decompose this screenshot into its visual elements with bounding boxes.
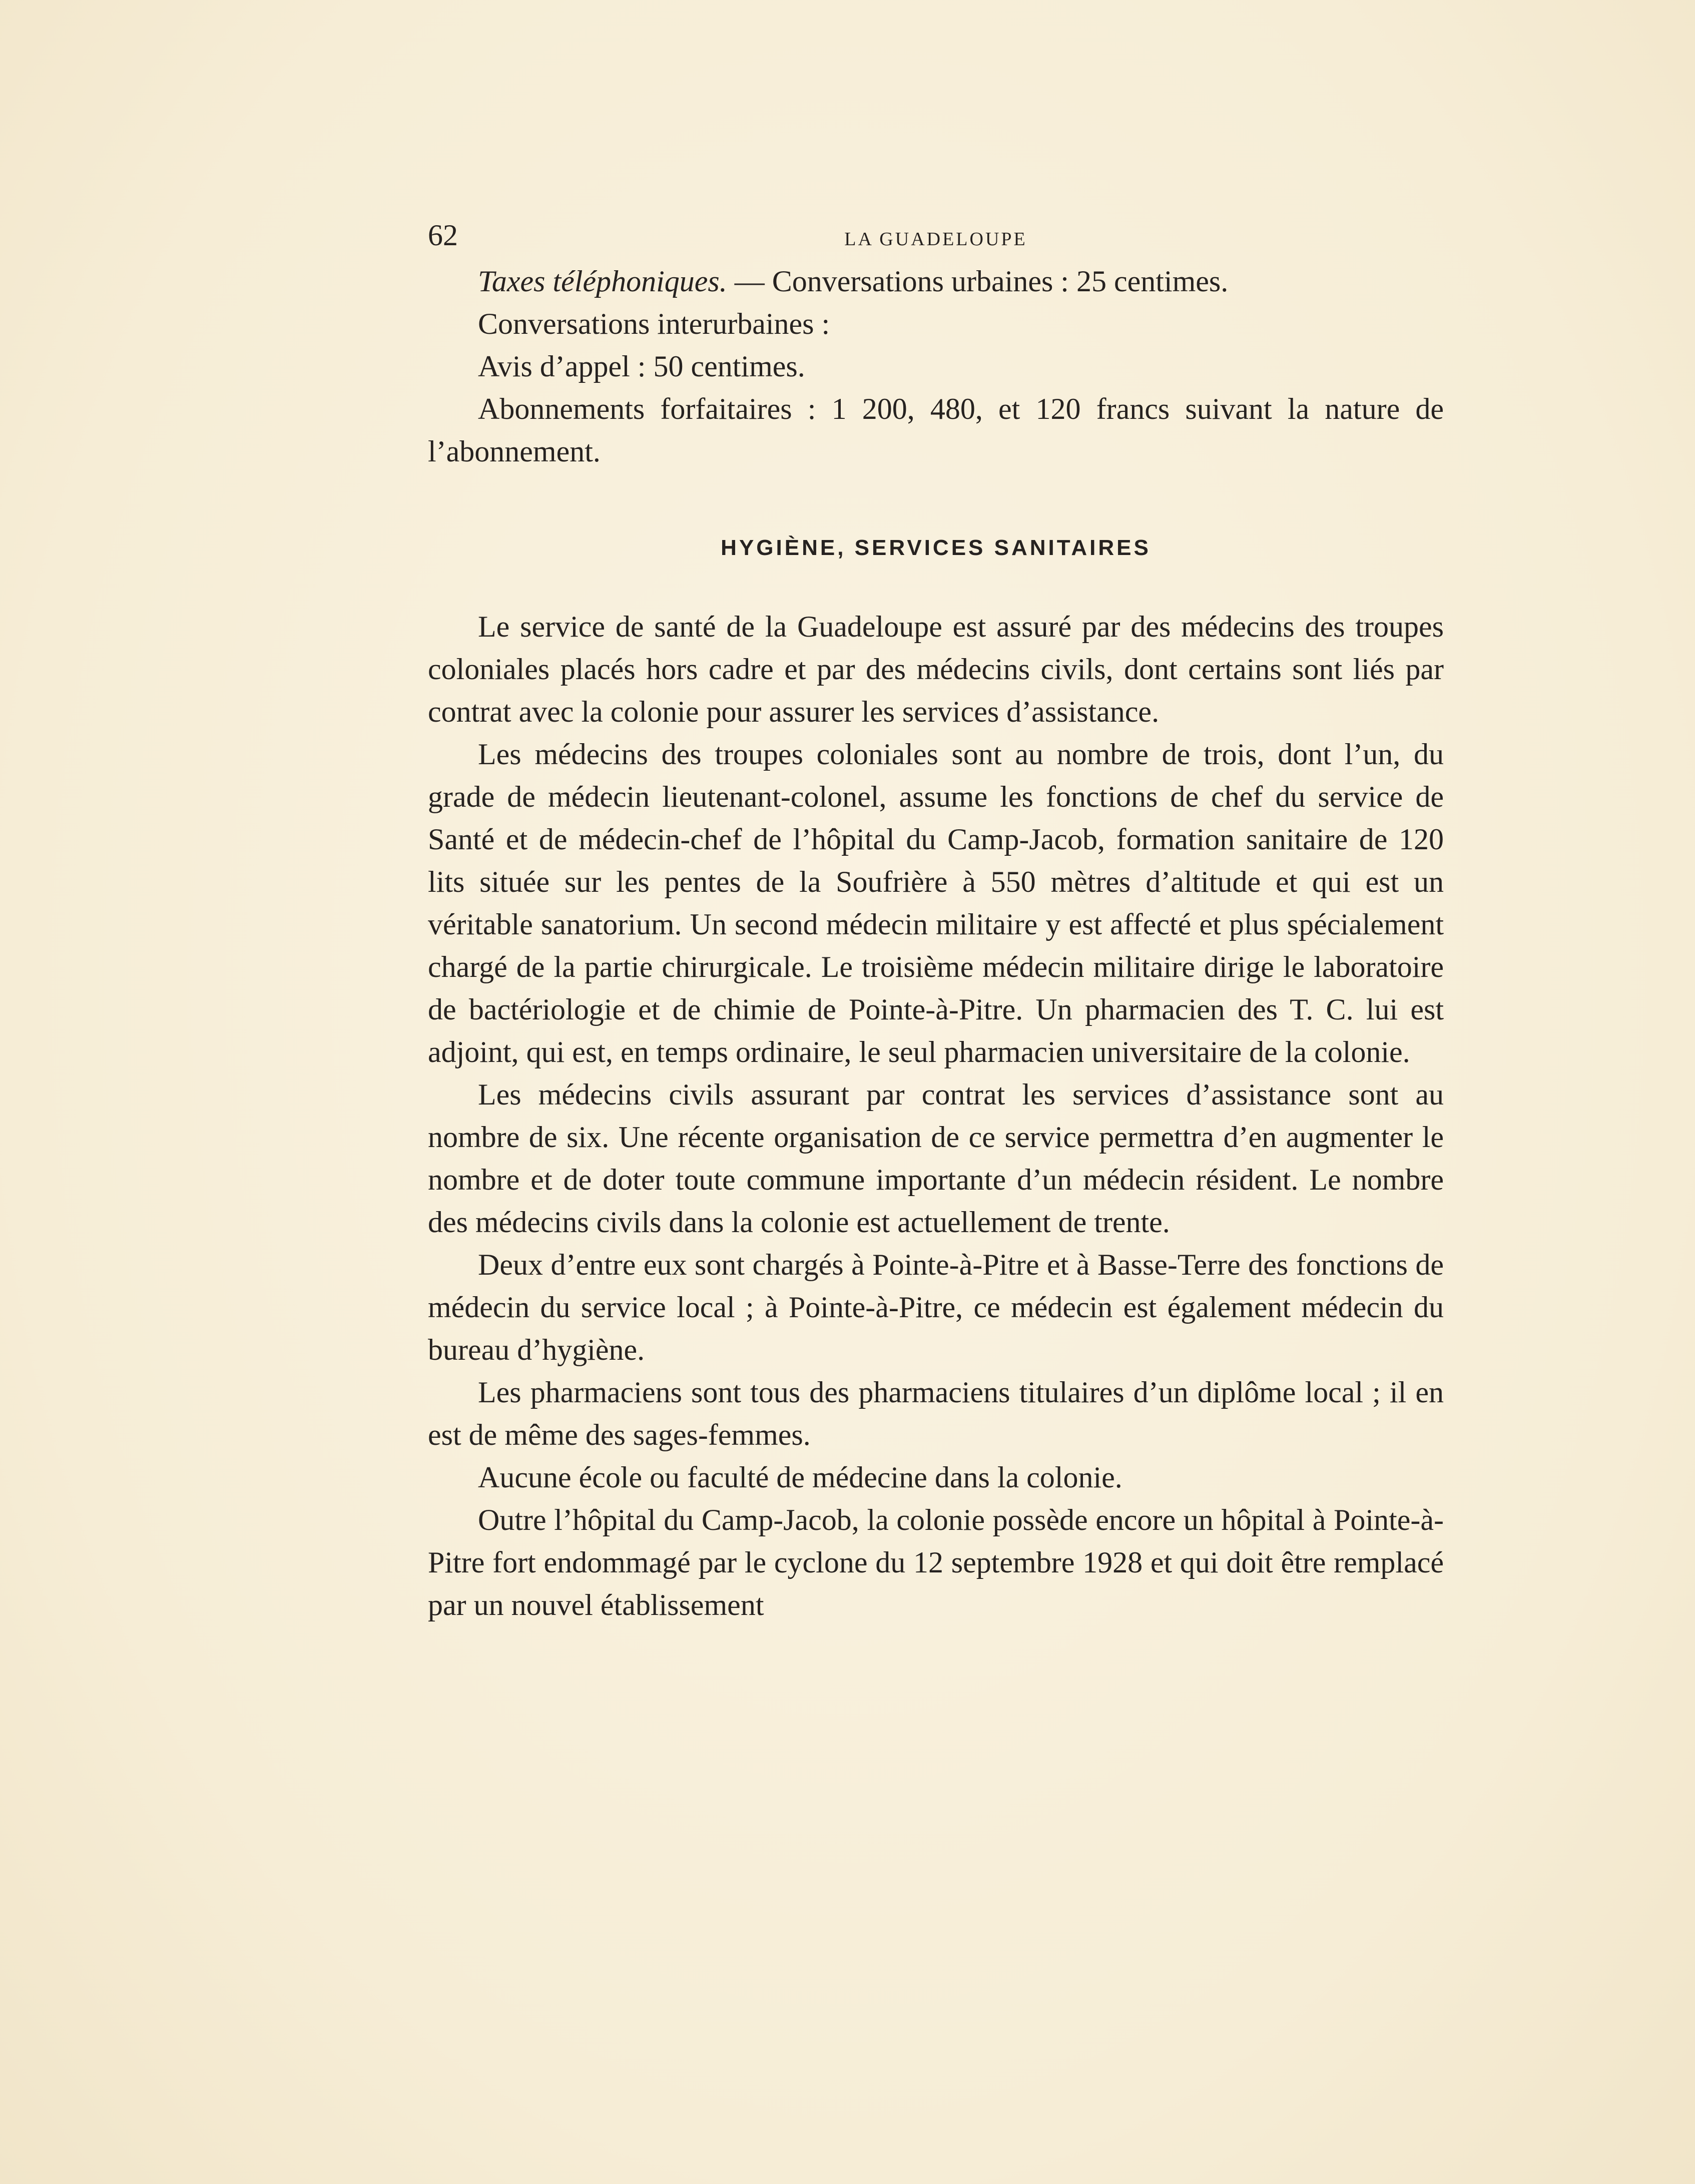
body-paragraph-2: Les médecins des troupes coloniales sont au nombre de trois, dont l’un, du grade de médecin lieutenant-colonel, assume les fonctions de chef du service de Santé et de médecin-chef de l’hôpital du Camp-Jacob, formation sanitaire de 120 lits située sur les pentes de la Soufrière à 550 mètres d’altitude et qui est un véritable sanatorium. Un second médecin militaire y est affecté et plus spécialement chargé de la partie chirurgicale. Le troisième médecin militaire dirige le laboratoire de bactériologie et de chimie de Pointe-à-Pitre. Un pharmacien des T. C. lui est adjoint, qui est, en temps ordinaire, le seul pharmacien universitaire de la colonie.: [428, 738, 1444, 1068]
body-paragraph-6: Aucune école ou faculté de médecine dans la colonie.: [478, 1461, 1122, 1494]
page-text-block: [428, 210, 1444, 1626]
running-header: [428, 210, 1444, 260]
section-heading: HYGIÈNE, SERVICES SANITAIRES: [721, 535, 1151, 560]
call-notice-line: Avis d’appel : 50 centimes.: [478, 350, 805, 383]
interurban-conversations-line: Conversations interurbaines :: [478, 307, 830, 340]
subscriptions-paragraph: Abonnements forfaitaires : 1 200, 480, et 120 francs suivant la nature de l’abonnement.: [428, 392, 1444, 468]
body-paragraph-5: Les pharmaciens sont tous des pharmaciens titulaires d’un diplôme local ; il en est de même des sages-femmes.: [428, 1376, 1444, 1451]
telephone-taxes-line: [428, 260, 1444, 303]
body-paragraph-1: Le service de santé de la Guadeloupe est assuré par des médecins des troupes coloniales placés hors cadre et par des médecins civils, dont certains sont liés par contrat avec la colonie pour assurer les services d’assistance.: [428, 610, 1444, 728]
page-number: 62: [428, 219, 458, 252]
telephone-taxes-label: Taxes téléphoniques.: [478, 265, 727, 298]
body-paragraph-4: Deux d’entre eux sont chargés à Pointe-à-Pitre et à Basse-Terre des fonctions de médecin du service local ; à Pointe-à-Pitre, ce médecin est également médecin du bureau d’hygiène.: [428, 1248, 1444, 1366]
em-dash: —: [727, 265, 772, 298]
urban-conversations-text: Conversations urbaines : 25 centimes.: [772, 265, 1229, 298]
body-paragraph-7: Outre l’hôpital du Camp-Jacob, la colonie possède encore un hôpital à Pointe-à-Pitre fort endommagé par le cyclone du 12 septembre 1928 et qui doit être remplacé par un nouvel établissement: [428, 1503, 1444, 1621]
running-title: LA GUADELOUPE: [844, 229, 1027, 250]
body-paragraph-3: Les médecins civils assurant par contrat les services d’assistance sont au nombre de six. Une récente organisation de ce service permettra d’en augmenter le nombre et de doter toute commune importante d’un médecin résident. Le nombre des médecins civils dans la colonie est actuellement de trente.: [428, 1078, 1444, 1239]
